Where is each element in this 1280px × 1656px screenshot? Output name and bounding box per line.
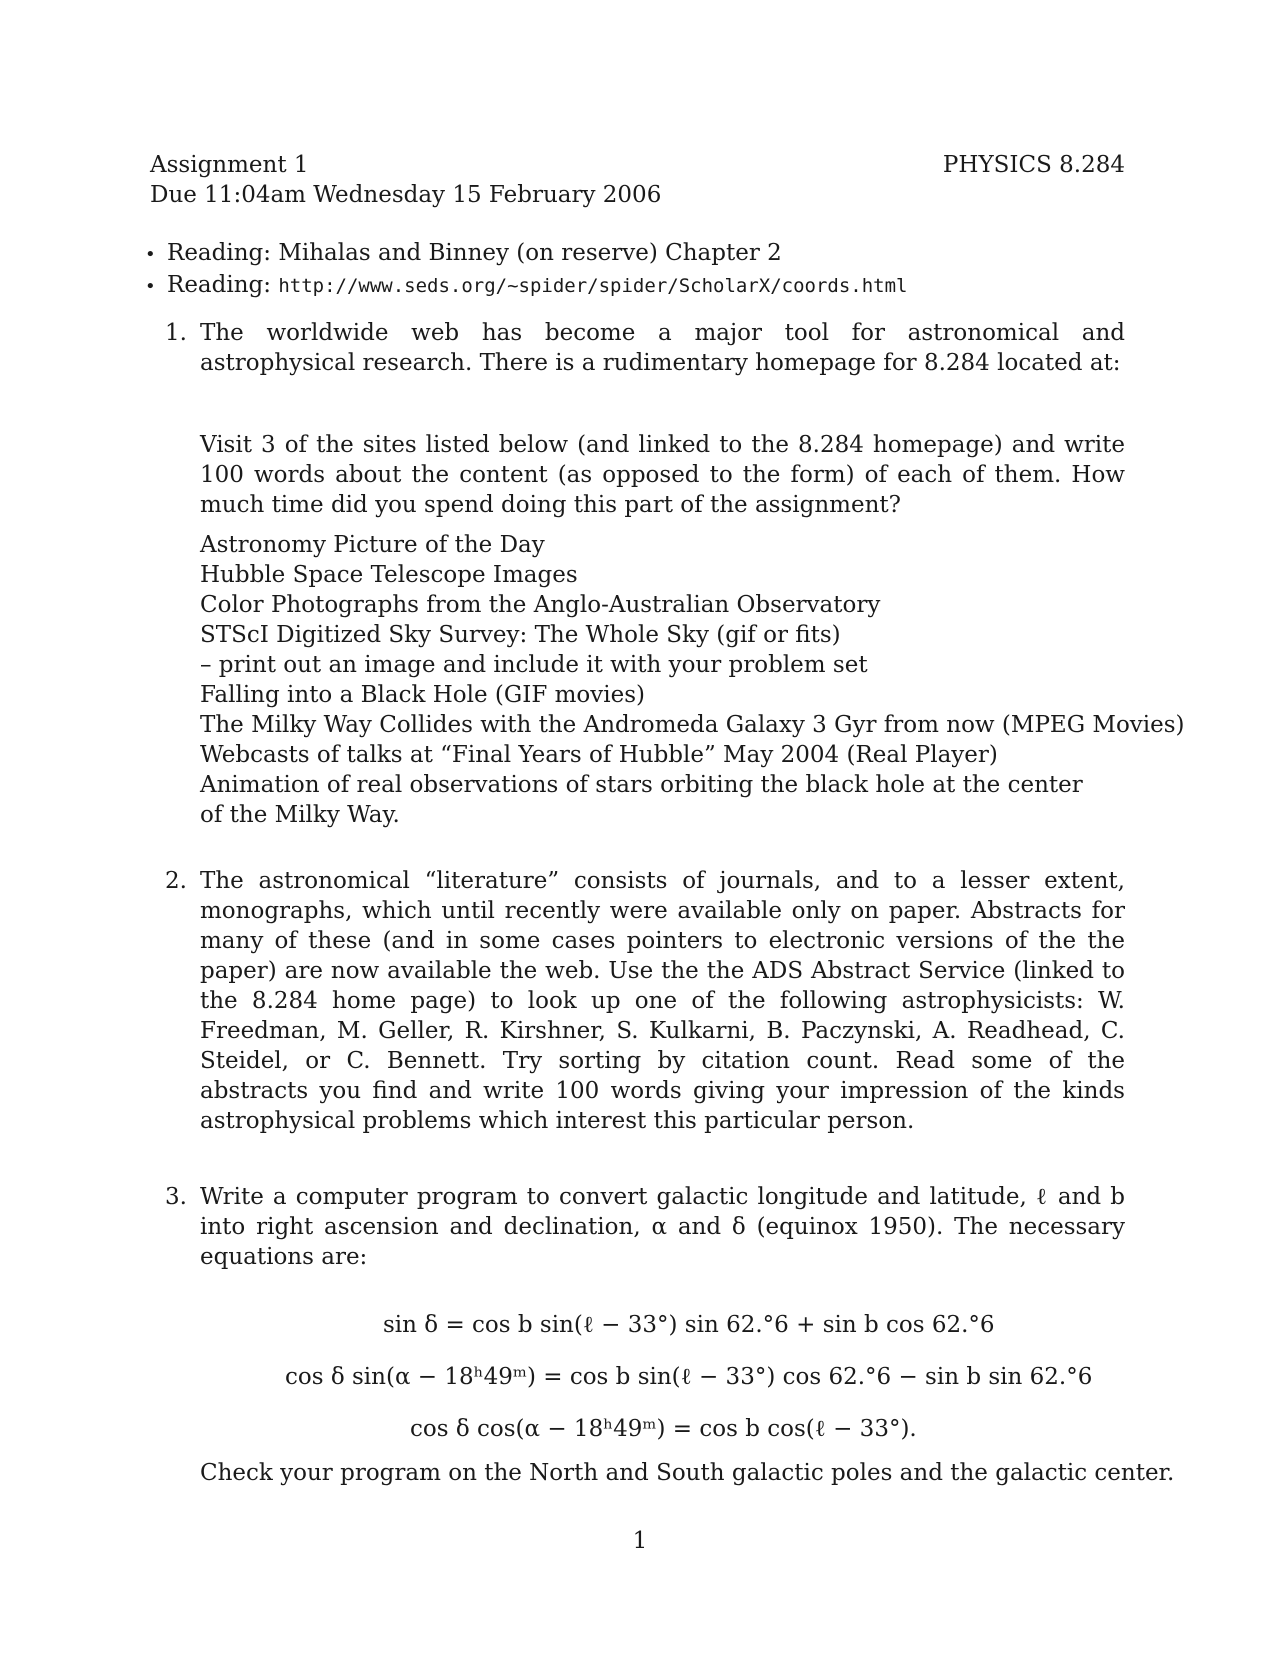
problem-number: 1. — [165, 320, 187, 346]
equation-1: sin δ = cos b sin(ℓ − 33°) sin 62.°6 + sin b cos 62.°6 — [383, 1312, 995, 1338]
site-link[interactable]: Color Photographs from the Anglo-Australian Observatory — [200, 592, 881, 618]
reading-text: Mihalas and Binney (on reserve) Chapter 2 — [278, 240, 782, 266]
problem-3 — [165, 1182, 1125, 1272]
site-link[interactable]: Animation of real observations of stars orbiting the black hole at the center — [200, 772, 1083, 798]
reading-url-link[interactable]: http://www.seds.org/~spider/spider/ScholarX/coords.html — [278, 275, 908, 297]
bullet-icon: • — [145, 244, 156, 265]
page-number: 1 — [632, 1528, 648, 1554]
due-date: Due 11:04am Wednesday 15 February 2006 — [150, 182, 662, 208]
problem-intro: The worldwide web has become a major tool for astronomical and astrophysical research. There is a rudimentary homepage for 8.284 located at: — [200, 320, 1125, 376]
reading-item — [145, 270, 907, 302]
problem-body — [200, 318, 1185, 830]
problem-body — [200, 866, 1125, 1136]
assignment-title: Assignment 1 — [150, 152, 309, 178]
site-link-continued[interactable]: of the Milky Way. — [200, 802, 400, 828]
course-title: PHYSICS 8.284 — [942, 152, 1125, 178]
site-list — [200, 530, 1185, 830]
site-link[interactable]: Astronomy Picture of the Day — [200, 532, 545, 558]
problem-number: 2. — [165, 868, 187, 894]
reading-item — [145, 238, 907, 270]
check-instruction: Check your program on the North and South galactic poles and the galactic center. — [200, 1460, 1175, 1486]
problem-text: Write a computer program to convert galactic longitude and latitude, ℓ and b into right ascension and declination, α and δ (equinox 1950). The necessary equations are: — [200, 1184, 1125, 1270]
problem-task: Visit 3 of the sites listed below (and linked to the 8.284 homepage) and write 100 words about the content (as opposed to the form) of each of them. How much time did you spend doing this part of the assignment? — [200, 432, 1125, 518]
reading-label: Reading: — [167, 240, 272, 266]
problem-text: The astronomical “literature” consists of journals, and to a lesser extent, monographs, which until recently were available only on paper. Abstracts for many of these (and in some cases pointers to electronic versions of the the paper) are now available the web. Use the the ADS Abstract Service (linked to the 8.284 home page) to look up one of the following astrophysicists: W. Freedman, M. Geller, R. Kirshner, S. Kulkarni, B. Paczynski, A. Readhead, C. Steidel, or C. Bennett. Try sorting by citation count. Read some of the abstracts you find and write 100 words giving your impression of the kinds astrophysical problems which interest this particular person. — [200, 868, 1125, 1134]
equation-3: cos δ cos(α − 18ʰ49ᵐ) = cos b cos(ℓ − 33°). — [410, 1416, 917, 1442]
site-note: – print out an image and include it with your problem set — [200, 652, 868, 678]
site-link[interactable]: STScI Digitized Sky Survey: The Whole Sky (gif or fits) — [200, 622, 841, 648]
site-link[interactable]: Webcasts of talks at “Final Years of Hubble” May 2004 (Real Player) — [200, 742, 998, 768]
site-link[interactable]: The Milky Way Collides with the Andromeda Galaxy 3 Gyr from now (MPEG Movies) — [200, 712, 1185, 738]
site-link[interactable]: Falling into a Black Hole (GIF movies) — [200, 682, 645, 708]
header-left — [150, 150, 661, 210]
problem-body — [200, 1182, 1125, 1272]
problem-2 — [165, 866, 1125, 1136]
bullet-icon: • — [145, 276, 156, 297]
reading-label: Reading: — [167, 272, 272, 298]
site-link[interactable]: Hubble Space Telescope Images — [200, 562, 578, 588]
problem-number: 3. — [165, 1184, 187, 1210]
readings-list — [145, 238, 907, 302]
problem-1 — [165, 318, 1185, 830]
equation-2: cos δ sin(α − 18ʰ49ᵐ) = cos b sin(ℓ − 33°) cos 62.°6 − sin b sin 62.°6 — [285, 1364, 1093, 1390]
